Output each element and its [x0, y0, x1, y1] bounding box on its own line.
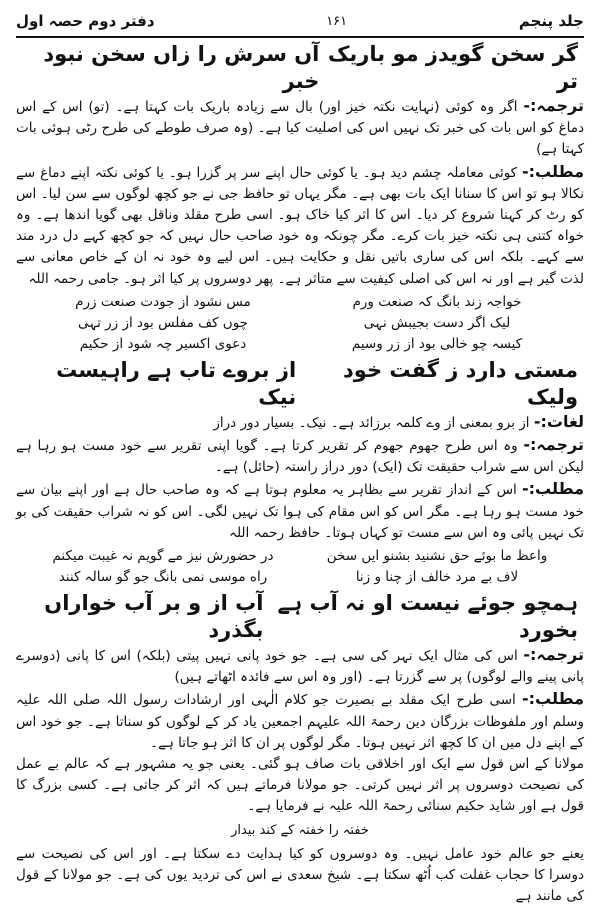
jami-couplets: [16, 292, 584, 355]
translation-paragraph-2: [16, 434, 584, 478]
section-label: دفتر دوم حصہ اول: [16, 12, 155, 30]
persian-verse-2: [16, 357, 584, 411]
verse-1-second-half: آں سرش را زاں سخن نبود خبر: [43, 42, 320, 93]
explanation-label: مطلب:-: [522, 479, 585, 499]
body-paragraph-closing: [16, 844, 584, 907]
couplet-line: لاف بے مرد خالف از چنا و زنا: [355, 569, 519, 586]
verse-3-second-half: آب از و بر آب خواراں بگذرد: [44, 591, 264, 643]
body-text: مولانا کے اس قول سے ایک اور اخلاقی بات صاف ہو گئی۔ یعنی جو یہ مشہور ہے کہ عالم بے عمل کی نصیحت دوسروں پر اثر نہیں کرتی۔ جو مولانا فرماتے ہیں کہ اثر کر جاتی ہے۔ کسی بزرگ کا قول ہے اور شاید حکیم سنائی رحمۃ اللہ علیہ نے فرمایا ہے۔: [16, 756, 584, 815]
header-rule: [16, 36, 584, 38]
translation-text: اگر وہ کوئی (نہایت نکتہ خیز اور) بال سے زیادہ باریک بات کہتا ہے۔ (تو) اس کے اس دماغ کو اس بات کی خبر تک نہیں اس کی اصلیت کیا ہے۔ (وہ صرف طوطے کی طرح رٹی ہوئی بات کہتا ہے): [16, 99, 584, 158]
translation-label: ترجمہ:-: [523, 96, 584, 115]
couplet-line: مس نشود از جودت صنعت زرم: [75, 293, 251, 310]
explanation-text: کوئی معاملہ چشم دید ہو۔ یا کوئی حال اپنے سر پر گزرا ہو۔ یا کوئی نکتہ اپنے دماغ سے نکالا ہو تو اس کا سنانا ایک بات بھی ہے۔ مگر یہاں تو حافظ جی نے جو کچھ لوگوں سے سن لیا۔ اس کو رٹ کر کہنا شروع کر دیا۔ اس کا اثر کیا خاک ہو۔ اسی طرح مقلد وناقل بھی گویا اندھا ہے۔ وہ خواہ کتنی ہی نکتہ خیز بات کرے۔ مگر چونکہ وہ خود صاحب حال نہیں کہ جو کچھ کہے دل درد مند سے کہے۔ بلکہ اس کی ساری باتیں نقل و حکایت ہیں۔ اس لیے وہ خود نہ ان کے خاص معانی سے لذت گیر ہے اور نہ اس کی اصلی کیفیت سے متاثر ہے۔ پھر دوسروں پر کیا اثر ہو۔ جامی رحمہ اللہ: [16, 164, 584, 287]
explanation-text: اسی طرح ایک مقلد بے بصیرت جو کلام الٰہی اور ارشادات رسول اللہ صلی اللہ علیہ وسلم اور ملفوظات بزرگان دین رحمۃ اللہ علیہم اجمعین یاد کر کے لوگوں کو سناتا ہے۔ جو خود اس کے اپنے دل میں ان کا کچھ اثر نہیں ہوتا۔ مگر لوگوں پر ان کا اثر ہو جاتا ہے۔: [16, 692, 584, 751]
explanation-paragraph-2: [16, 478, 584, 544]
translation-label: ترجمہ:-: [523, 645, 584, 665]
page-header: [16, 8, 584, 34]
sanai-verse: خفتہ را خفتہ کے کند بیدار: [231, 822, 369, 838]
verse-1-first-half: گر سخن گویدز مو باریک تر: [327, 42, 578, 93]
page-number: ۱۶۱: [326, 13, 348, 29]
verse-2-second-half: از بروے تاب ہے راہیست نیک: [56, 357, 297, 409]
couplet-line: لیک اگر دست بجیبش نہی: [363, 314, 511, 331]
body-text: یعنے جو عالم خود عامل نہیں۔ وہ دوسروں کو کیا ہدایت دے سکتا ہے۔ اور اس کی نصیحت سے دوسرا کا حجاب غفلت کب اُٹھ سکتا ہے۔ شیخ سعدی نے اس کی تردید یوں کی ہے۔ جو مولانا کے قول کی مانند ہے: [16, 845, 584, 905]
vocabulary-paragraph: [16, 411, 584, 434]
vocabulary-label: لغات:-: [533, 411, 584, 431]
body-paragraph-rumi-saying: [16, 754, 584, 818]
couplet-line: واعظ ما بوئے حق نشنید بشنو ایں سخن: [326, 548, 548, 565]
couplet-line: در حضورش نیز مے گویم نہ غیبت میکنم: [52, 548, 274, 565]
translation-paragraph-3: [16, 644, 584, 688]
couplet-line: راه موسی نمی بانگ جو گو سالہ کنند: [58, 569, 268, 586]
vocabulary-text: از برو بمعنی از وے کلمہ برزائد ہے۔ نیک۔ بسیار دور دراز: [213, 414, 530, 431]
translation-paragraph-1: [16, 95, 584, 161]
couplet-line: خواجہ زند بانگ کہ صنعت ورم: [352, 293, 522, 310]
couplet-line: دعوی اکسیر چہ شود از حکیم: [79, 335, 247, 352]
explanation-paragraph-3: [16, 688, 584, 754]
hafiz-couplets: [16, 546, 584, 588]
couplet-line: چوں کف مفلس بود از زر تہی: [77, 314, 249, 331]
volume-label: جلد پنجم: [518, 12, 584, 30]
explanation-paragraph-1: [16, 161, 584, 290]
persian-verse-3: [16, 590, 584, 644]
translation-label: ترجمہ:-: [523, 435, 584, 455]
explanation-label: مطلب:-: [522, 689, 584, 709]
persian-verse-1: [16, 41, 584, 95]
translation-text: وہ اس طرح جھوم جھوم کر تقریر کرتا ہے۔ گویا اپنی تقریر سے خود مست ہو رہا ہے لیکن اس سے شراب حقیقت تک (ایک) دور دراز راستہ (حائل) ہے۔: [16, 438, 584, 476]
explanation-label: مطلب:-: [522, 161, 584, 181]
verse-3-first-half: ہمچو جوئے نیست او نہ آب ہے بخورد: [277, 591, 578, 643]
explanation-text: اس کے انداز تقریر سے بظاہر یہ معلوم ہوتا ہے کہ وہ صاحب حال ہے اور اپنے بیان سے خود مست ہو رہا ہے۔ مگر اس کو اس مقام کی ہوا تک نہیں لگی۔ اس کو نہ شراب حقیقت کی بو تک نہیں پائی وہ اس سے مست تو کہاں ہوتا۔ حافظ رحمہ اللہ: [16, 482, 584, 541]
translation-text: اس کی مثال ایک نہر کی سی ہے۔ جو خود پانی نہیں پیتی (بلکہ) اس کا پانی (دوسرے پانی پینے والے لوگوں) پر سے گزرتا ہے۔ (اور وہ اس سے فائدہ اٹھاتے ہیں): [16, 648, 584, 686]
couplet-line: کیسہ چو خالی بود از زر وسیم: [351, 335, 523, 352]
verse-2-first-half: مستی دارد ز گفت خود ولیک: [343, 357, 578, 409]
